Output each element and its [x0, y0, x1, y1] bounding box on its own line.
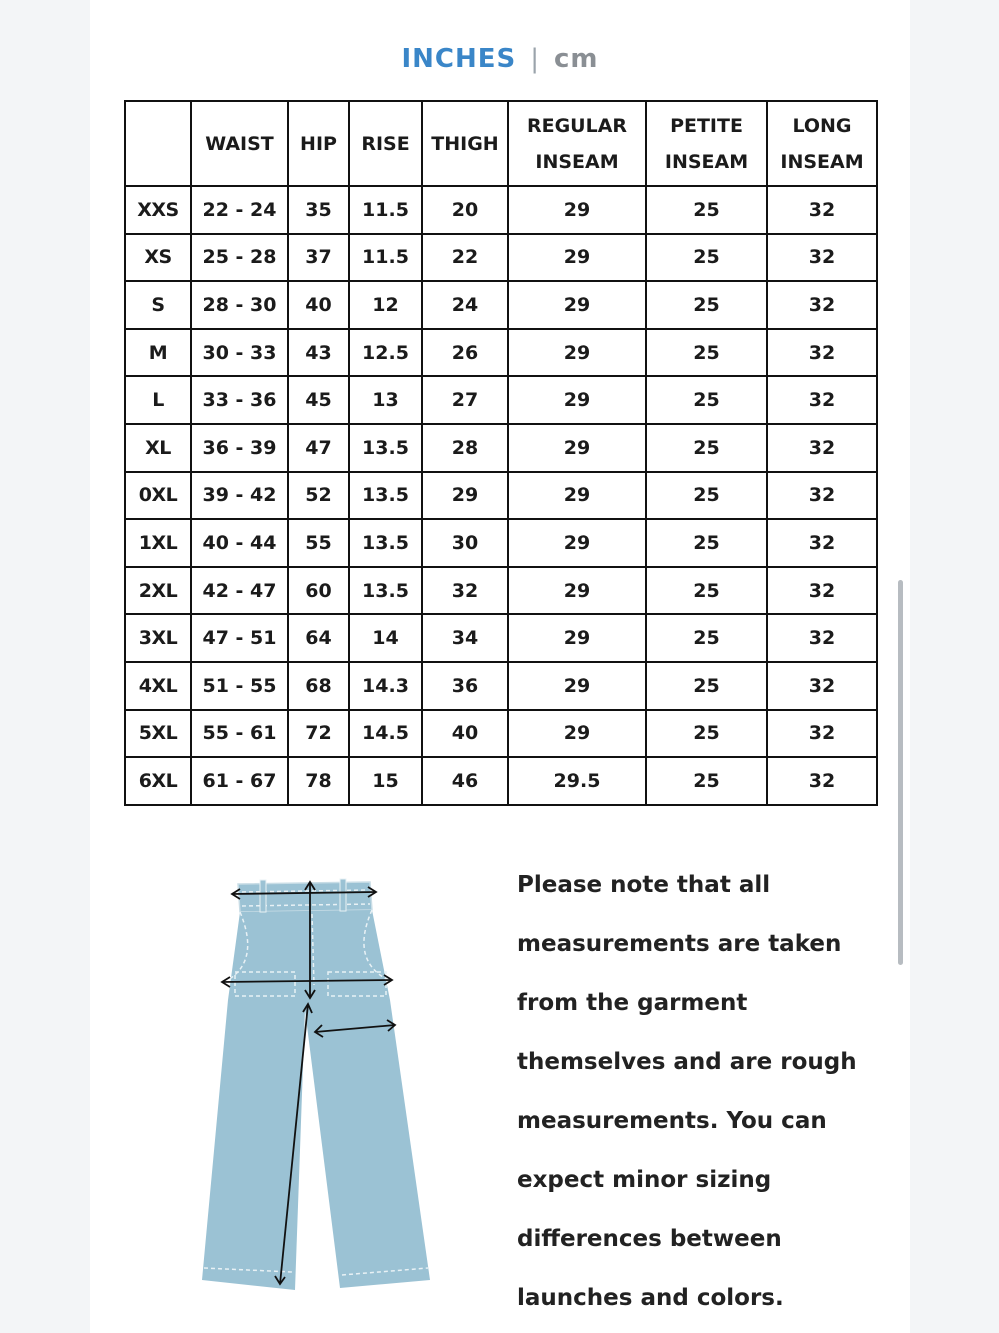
cell-regular-inseam: 29 [508, 519, 646, 567]
unit-cm-button[interactable]: cm [554, 44, 599, 74]
cell-rise: 13.5 [349, 519, 422, 567]
cell-waist: 61 - 67 [191, 757, 288, 805]
cell-long-inseam: 32 [767, 519, 877, 567]
cell-rise: 13.5 [349, 424, 422, 472]
cell-hip: 52 [288, 472, 349, 520]
table-row [125, 376, 877, 424]
cell-waist: 36 - 39 [191, 424, 288, 472]
cell-hip: 68 [288, 662, 349, 710]
cell-size: XS [125, 234, 191, 282]
cell-hip: 55 [288, 519, 349, 567]
table-row [125, 472, 877, 520]
table-row [125, 519, 877, 567]
cell-regular-inseam: 29 [508, 329, 646, 377]
cell-petite-inseam: 25 [646, 757, 767, 805]
cell-long-inseam: 32 [767, 376, 877, 424]
scrollbar[interactable] [898, 580, 903, 965]
cell-regular-inseam: 29 [508, 662, 646, 710]
cell-petite-inseam: 25 [646, 424, 767, 472]
cell-hip: 64 [288, 614, 349, 662]
cell-size: XL [125, 424, 191, 472]
table-row [125, 614, 877, 662]
header-waist: WAIST [191, 101, 288, 186]
jeans-icon [202, 879, 430, 1290]
cell-thigh: 32 [422, 567, 508, 615]
cell-size: 5XL [125, 710, 191, 758]
cell-hip: 37 [288, 234, 349, 282]
cell-regular-inseam: 29 [508, 472, 646, 520]
cell-petite-inseam: 25 [646, 281, 767, 329]
cell-thigh: 28 [422, 424, 508, 472]
header-size [125, 101, 191, 186]
cell-waist: 40 - 44 [191, 519, 288, 567]
jeans-measurement-diagram [200, 870, 440, 1300]
cell-long-inseam: 32 [767, 757, 877, 805]
table-row [125, 424, 877, 472]
cell-thigh: 40 [422, 710, 508, 758]
cell-rise: 14 [349, 614, 422, 662]
table-row [125, 567, 877, 615]
cell-thigh: 20 [422, 186, 508, 234]
cell-thigh: 46 [422, 757, 508, 805]
table-row [125, 234, 877, 282]
cell-waist: 25 - 28 [191, 234, 288, 282]
cell-regular-inseam: 29 [508, 234, 646, 282]
cell-hip: 45 [288, 376, 349, 424]
cell-regular-inseam: 29 [508, 281, 646, 329]
unit-inches-button[interactable]: INCHES [401, 44, 517, 74]
cell-petite-inseam: 25 [646, 472, 767, 520]
cell-size: S [125, 281, 191, 329]
cell-waist: 33 - 36 [191, 376, 288, 424]
cell-rise: 15 [349, 757, 422, 805]
table-row [125, 281, 877, 329]
cell-petite-inseam: 25 [646, 710, 767, 758]
cell-rise: 14.5 [349, 710, 422, 758]
cell-long-inseam: 32 [767, 329, 877, 377]
cell-long-inseam: 32 [767, 662, 877, 710]
header-hip: HIP [288, 101, 349, 186]
cell-long-inseam: 32 [767, 614, 877, 662]
header-thigh: THIGH [422, 101, 508, 186]
header-petite-inseam: PETITE INSEAM [646, 101, 767, 186]
table-row [125, 186, 877, 234]
table-body [125, 186, 877, 805]
unit-separator: | [530, 44, 540, 74]
cell-rise: 13 [349, 376, 422, 424]
cell-long-inseam: 32 [767, 186, 877, 234]
cell-long-inseam: 32 [767, 424, 877, 472]
cell-rise: 13.5 [349, 472, 422, 520]
cell-thigh: 34 [422, 614, 508, 662]
table-row [125, 757, 877, 805]
cell-hip: 60 [288, 567, 349, 615]
cell-long-inseam: 32 [767, 234, 877, 282]
cell-rise: 11.5 [349, 186, 422, 234]
cell-size: M [125, 329, 191, 377]
cell-rise: 14.3 [349, 662, 422, 710]
cell-hip: 40 [288, 281, 349, 329]
cell-regular-inseam: 29 [508, 186, 646, 234]
cell-long-inseam: 32 [767, 472, 877, 520]
table-row [125, 710, 877, 758]
cell-waist: 42 - 47 [191, 567, 288, 615]
table-row [125, 662, 877, 710]
cell-petite-inseam: 25 [646, 186, 767, 234]
cell-hip: 35 [288, 186, 349, 234]
cell-regular-inseam: 29 [508, 424, 646, 472]
cell-petite-inseam: 25 [646, 614, 767, 662]
cell-size: 0XL [125, 472, 191, 520]
cell-size: 1XL [125, 519, 191, 567]
cell-regular-inseam: 29 [508, 614, 646, 662]
cell-petite-inseam: 25 [646, 234, 767, 282]
cell-rise: 12.5 [349, 329, 422, 377]
cell-long-inseam: 32 [767, 710, 877, 758]
cell-thigh: 30 [422, 519, 508, 567]
cell-petite-inseam: 25 [646, 329, 767, 377]
cell-size: XXS [125, 186, 191, 234]
cell-waist: 22 - 24 [191, 186, 288, 234]
header-regular-inseam: REGULAR INSEAM [508, 101, 646, 186]
cell-thigh: 29 [422, 472, 508, 520]
cell-regular-inseam: 29 [508, 710, 646, 758]
cell-rise: 11.5 [349, 234, 422, 282]
cell-hip: 72 [288, 710, 349, 758]
cell-regular-inseam: 29 [508, 376, 646, 424]
cell-size: L [125, 376, 191, 424]
cell-petite-inseam: 25 [646, 662, 767, 710]
cell-size: 6XL [125, 757, 191, 805]
cell-hip: 43 [288, 329, 349, 377]
cell-hip: 78 [288, 757, 349, 805]
cell-hip: 47 [288, 424, 349, 472]
cell-rise: 13.5 [349, 567, 422, 615]
cell-petite-inseam: 25 [646, 376, 767, 424]
header-rise: RISE [349, 101, 422, 186]
cell-waist: 39 - 42 [191, 472, 288, 520]
unit-toggle [90, 44, 910, 74]
cell-petite-inseam: 25 [646, 567, 767, 615]
cell-regular-inseam: 29 [508, 567, 646, 615]
cell-thigh: 22 [422, 234, 508, 282]
cell-waist: 30 - 33 [191, 329, 288, 377]
cell-waist: 51 - 55 [191, 662, 288, 710]
cell-thigh: 36 [422, 662, 508, 710]
cell-petite-inseam: 25 [646, 519, 767, 567]
cell-thigh: 24 [422, 281, 508, 329]
cell-regular-inseam: 29.5 [508, 757, 646, 805]
cell-waist: 47 - 51 [191, 614, 288, 662]
measurement-note: Please note that all measurements are taken from the garment themselves and are rough measurements. You can expect minor sizing differences between launches and colors. [517, 872, 857, 1311]
table-row [125, 329, 877, 377]
cell-thigh: 27 [422, 376, 508, 424]
cell-size: 3XL [125, 614, 191, 662]
header-long-inseam: LONG INSEAM [767, 101, 877, 186]
cell-size: 4XL [125, 662, 191, 710]
cell-waist: 28 - 30 [191, 281, 288, 329]
table-header-row [125, 101, 877, 186]
cell-size: 2XL [125, 567, 191, 615]
cell-long-inseam: 32 [767, 567, 877, 615]
cell-thigh: 26 [422, 329, 508, 377]
cell-waist: 55 - 61 [191, 710, 288, 758]
size-table [124, 100, 878, 806]
cell-long-inseam: 32 [767, 281, 877, 329]
cell-rise: 12 [349, 281, 422, 329]
size-guide-page [90, 0, 910, 1333]
